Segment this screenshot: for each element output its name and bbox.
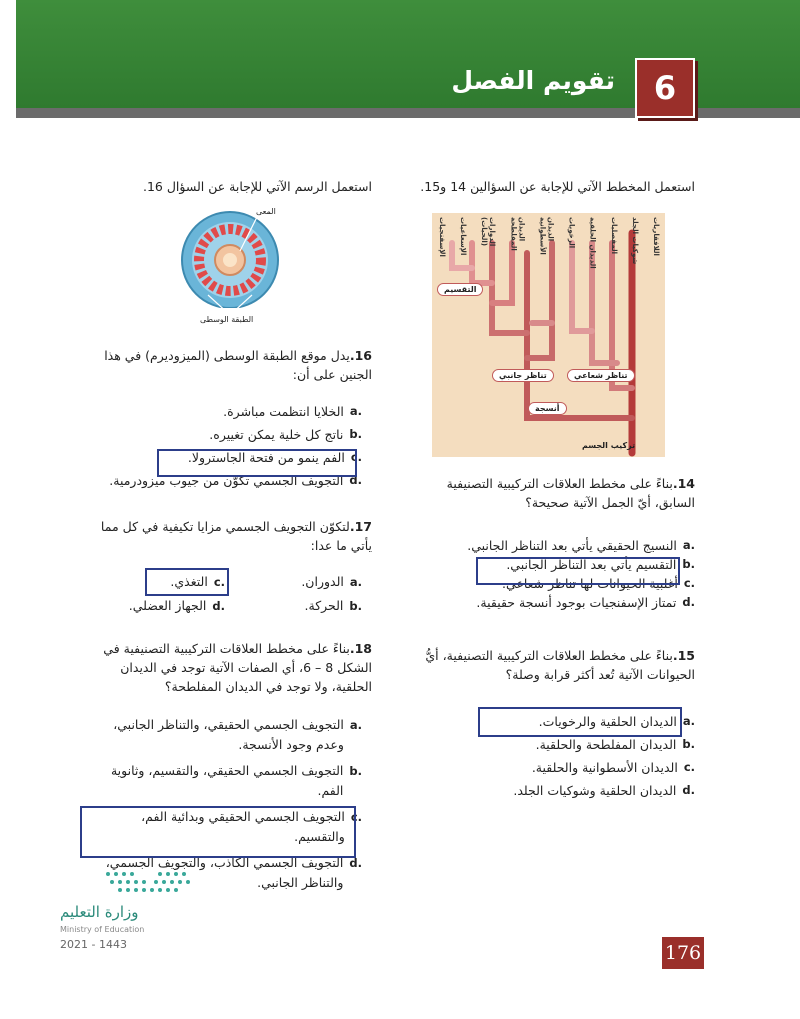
q16-option-b[interactable]: b. ناتج كل خلية يمكن تغييره. [209,427,362,442]
ministry-name-ar: وزارة التعليم [60,903,139,921]
q17-option-d[interactable]: d. الجهاز العضلي. [128,598,225,613]
q17-option-c[interactable]: c. التغذي. [170,574,225,589]
node-bilateral-symmetry: تناظر جانبي [492,369,554,382]
q14-option-c[interactable]: c. أغلبية الحيوانات لها تناظر شعاعي. [501,576,695,591]
q17-options [100,570,362,618]
question-15: 15.بناءً على مخطط العلاقات التركيبية التصنيفية، أيُّ الحيوانات الآتية تُعد أكثر قرابة وصلة؟ [425,648,695,682]
q18-option-d[interactable]: d. التجويف الجسمي الكاذب، والتجويف الجسمي، والتناظر الجانبي. [105,855,362,890]
page-number: 176 [662,937,704,969]
q17-option-b[interactable]: b. الحركة. [304,598,362,613]
taxon-label: الديدان المفلطحة [509,217,526,251]
taxon-label: الإسعاعيات [459,217,468,256]
ministry-logo-dots [100,866,200,896]
embryo-illustration [178,203,283,308]
cladogram-top-labels [438,217,660,277]
ministry-logo-mark [100,866,200,896]
q18-option-b[interactable]: b. التجويف الجسمي الحقيقي، والتقسيم، وثانوية الفم. [110,763,362,798]
q16-options [92,400,362,492]
label-gut: المعى [256,207,276,216]
q18-text-continued: الشكل 8 – 6، أي الصفات الآتية توجد في الديدان الحلقية، ولا توجد في الديدان المفلطحة؟ [120,660,372,694]
branch-line [527,253,632,418]
answer-highlight-q16 [157,449,357,477]
answer-highlight-q15 [478,707,682,737]
gut-lumen [223,253,237,267]
answer-highlight-q18 [80,806,356,858]
taxon-label: الدوارات (الحيات) [480,217,497,247]
question-18: 18.بناءً على مخطط العلاقات التركيبية التصنيفية في الشكل 8 – 6، أي الصفات الآتية توجد في الديدان الحلقية، ولا توجد في الديدان المفلطحة؟ [82,639,372,696]
q16-option-a[interactable]: a. الخلايا انتظمت مباشرة. [223,404,362,419]
node-segmentation: التقسيم [437,283,483,296]
question-14: 14.بناءً على مخطط العلاقات التركيبية التصنيفية السابق، أيّ الجمل الآتية صحيحة؟ [446,476,695,510]
ministry-name-en: Ministry of Education [60,925,145,934]
taxon-label: الرخويات [567,217,576,249]
cladogram [432,213,665,457]
answer-highlight-q14 [476,557,680,585]
q15-option-c[interactable]: c. الديدان الأسطوانية والحلقية. [531,760,695,775]
page-title: تقويم الفصل [451,66,615,95]
node-tissues: أنسجة [528,402,567,415]
q15-option-b[interactable]: b. الديدان المفلطحة والحلقية. [535,737,695,752]
embryo-diagram [178,203,283,325]
q17-row-2 [100,594,362,618]
question-17: 17.لتكوّن التجويف الجسمي مزايا تكيفية في كل مما يأتي ما عدا: [100,519,372,553]
node-radial-symmetry: تناظر شعاعي [567,369,635,382]
taxon-label: شوكيات الجلد [630,217,639,265]
taxon-label: المفصليات [609,217,618,255]
q18-option-a[interactable]: a. التجويف الجسمي الحقيقي، والتناظر الجانبي، وعدم وجود الأنسجة. [113,717,362,752]
right-intro: استعمل المخطط الآتي للإجابة عن السؤالين 14 و15. [420,179,695,194]
q14-option-a[interactable]: a. النسيج الحقيقي يأتي بعد التناظر الجانبي. [467,538,695,553]
taxon-label: الإسفنجيات [438,217,446,257]
chapter-number-badge: 6 [635,58,695,118]
q16-option-d[interactable]: d. التجويف الجسمي تكوّن من جيوب ميزودرمية. [109,473,362,488]
left-intro: استعمل الرسم الآتي للإجابة عن السؤال 16. [142,179,372,194]
answer-highlight-q17 [145,568,229,596]
q15-option-a[interactable]: a. الديدان الحلقية والرخويات. [538,714,695,729]
taxon-label: اللافقاريات [651,217,660,256]
cladogram-root-label: تركيب الجسم [582,441,636,450]
q14-option-b[interactable]: b. التقسيم يأتي بعد التناظر الجانبي. [506,557,695,572]
question-16: 16.يدل موقع الطبقة الوسطى (الميزوديرم) في هذا الجنين على أن: [104,348,372,382]
taxon-label: الديدان الحلقية [588,217,597,269]
q16-option-c[interactable]: c. الفم ينمو من فتحة الجاسترولا. [187,450,362,465]
q14-option-d[interactable]: d. تمتاز الإسفنجيات بوجود أنسجة حقيقية. [476,595,695,610]
q18-option-c[interactable]: c. التجويف الجسمي الحقيقي وبدائية الفم، والتقسيم. [141,809,362,844]
edition-year: 2021 - 1443 [60,938,127,951]
q17-option-a[interactable]: a. الدوران. [301,574,362,589]
q17-row-1 [100,570,362,594]
taxon-label: الديدان الأسطوانية [538,217,555,255]
label-mesoderm: الطبقة الوسطى [200,315,254,324]
q15-option-d[interactable]: d. الديدان الحلقية وشوكيات الجلد. [513,783,695,798]
